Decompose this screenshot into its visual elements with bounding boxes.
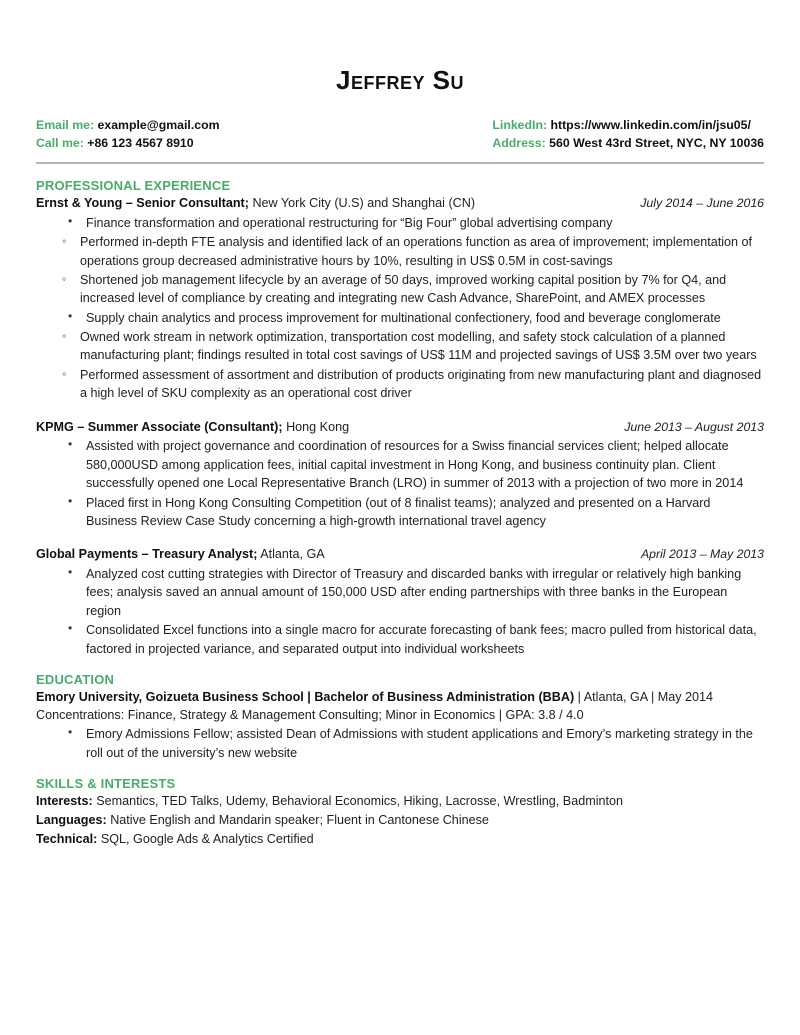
- education-detail: Concentrations: Finance, Strategy & Management Consulting; Minor in Economics | GPA: 3.8 / 4.0: [36, 708, 584, 723]
- contact-block: [36, 116, 764, 153]
- education-school-meta: | Atlanta, GA | May 2014: [574, 689, 714, 704]
- contact-linkedin-value[interactable]: https://www.linkedin.com/in/jsu05/: [550, 117, 751, 132]
- entry-header: [36, 545, 764, 564]
- bullet-list: [36, 214, 764, 232]
- section-skills-interests: [36, 776, 764, 849]
- entry-location: Hong Kong: [286, 419, 350, 434]
- contact-column-left: [36, 116, 220, 153]
- bullet-list: [36, 309, 764, 327]
- bullet-list: [36, 565, 764, 658]
- page-title: Jeffrey Su: [335, 65, 465, 95]
- skills-row-technical: [36, 830, 764, 849]
- list-item: • Placed first in Hong Kong Consulting Competition (out of 8 finalist teams); analyzed and presented on a Harvard Business Review Case Study concerning a high-growth international travel agency: [36, 494, 764, 531]
- list-item: ◦ Performed assessment of assortment and distribution of products originating from new manufacturing plant and diagnosed a high level of SKU complexity as an operational cost driver: [36, 366, 764, 403]
- contact-linkedin-label: LinkedIn:: [492, 117, 548, 132]
- skills-value-interests: Semantics, TED Talks, Udemy, Behavioral Economics, Hiking, Lacrosse, Wrestling, Badminton: [96, 794, 624, 809]
- sub-bullet-list: [36, 233, 764, 308]
- list-item: • Assisted with project governance and coordination of resources for a Swiss financial services client; helped allocate 580,000USD among application fees, initial capital investment in Hong Kong, and business continuity plan. Client successfully opened one Local Representative Branch (LRO) in summer of 2013 with a projection of two more in 2014: [36, 437, 764, 492]
- contact-phone: [36, 134, 220, 153]
- list-item: ◦ Shortened job management lifecycle by an average of 50 days, improved working capital position by 7% for Q4, and increased level of compliance by creating and integrating new Cash Advance, SharePoint, and AMEX processes: [36, 271, 764, 308]
- list-item: • Supply chain analytics and process improvement for multinational confectionery, food and beverage conglomerate: [36, 309, 764, 327]
- education-school: Emory University, Goizueta Business School | Bachelor of Business Administration (BBA): [36, 689, 575, 704]
- sub-bullet-list: [36, 328, 764, 403]
- contact-linkedin: [492, 116, 764, 135]
- section-professional-experience: [36, 178, 764, 658]
- contact-email-value[interactable]: example@gmail.com: [97, 117, 220, 132]
- contact-email-label: Email me:: [36, 117, 95, 132]
- education-school-line: [36, 688, 764, 706]
- list-item: ◦ Owned work stream in network optimization, transportation cost modelling, and safety stock calculation of a planned manufacturing plant; findings resulted in total cost savings of US$ 11M and projected savings of US$ 3.5M over two years: [36, 328, 764, 365]
- bullet-list: [36, 725, 764, 762]
- contact-column-right: [492, 116, 764, 153]
- skills-value-languages: Native English and Mandarin speaker; Fluent in Cantonese Chinese: [110, 813, 489, 828]
- entry-location: Atlanta, GA: [260, 547, 325, 562]
- section-education: [36, 672, 764, 762]
- contact-address-value: 560 West 43rd Street, NYC, NY 10036: [549, 136, 764, 151]
- entry-role: Global Payments – Treasury Analyst;: [36, 547, 258, 562]
- header-divider: [36, 162, 764, 164]
- entry-dates: July 2014 – June 2016: [640, 195, 764, 210]
- entry-location: New York City (U.S) and Shanghai (CN): [252, 195, 476, 210]
- skills-key-technical: Technical:: [36, 831, 98, 846]
- skills-row-languages: [36, 811, 764, 830]
- list-item: • Consolidated Excel functions into a single macro for accurate forecasting of bank fees; macro pulled from historical data, factored in projected variance, and separated output into individual worksheets: [36, 621, 764, 658]
- list-item: ◦ Performed in-depth FTE analysis and identified lack of an operations function as area of improvement; implementation of operations group decreased administrative hours by 10%, resulting in US$ 0.5M in cost-savings: [36, 233, 764, 270]
- entry-dates: April 2013 – May 2013: [640, 547, 764, 562]
- contact-address: [492, 134, 764, 153]
- contact-phone-label: Call me:: [36, 136, 84, 151]
- experience-entry: [36, 545, 764, 658]
- contact-address-label: Address:: [492, 136, 546, 151]
- bullet-list: [36, 437, 764, 530]
- skills-key-interests: Interests:: [36, 794, 93, 809]
- entry-header: [36, 194, 764, 213]
- section-title-skills: SKILLS & INTERESTS: [36, 776, 176, 792]
- section-title-experience: PROFESSIONAL EXPERIENCE: [36, 177, 231, 193]
- list-item: • Finance transformation and operational restructuring for “Big Four” global advertising company: [36, 214, 764, 232]
- skills-row-interests: [36, 792, 764, 811]
- experience-entry: [36, 418, 764, 531]
- skills-key-languages: Languages:: [36, 813, 107, 828]
- skills-value-technical: SQL, Google Ads & Analytics Certified: [100, 831, 314, 846]
- entry-dates: June 2013 – August 2013: [624, 419, 764, 434]
- experience-entry: [36, 194, 764, 403]
- entry-role: KPMG – Summer Associate (Consultant);: [36, 419, 283, 434]
- contact-email: [36, 116, 220, 135]
- entry-header: [36, 418, 764, 437]
- contact-phone-value[interactable]: +86 123 4567 8910: [87, 136, 194, 151]
- section-title-education: EDUCATION: [36, 671, 115, 687]
- list-item: • Analyzed cost cutting strategies with Director of Treasury and discarded banks with irregular or relatively high banking fees; analysis saved an annual amount of 150,000 USD after ending partnerships with three banks in the European region: [36, 565, 764, 620]
- list-item: • Emory Admissions Fellow; assisted Dean of Admissions with student applications and Emory’s marketing strategy in the roll out of the university’s new website: [36, 725, 764, 762]
- entry-role: Ernst & Young – Senior Consultant;: [36, 195, 249, 210]
